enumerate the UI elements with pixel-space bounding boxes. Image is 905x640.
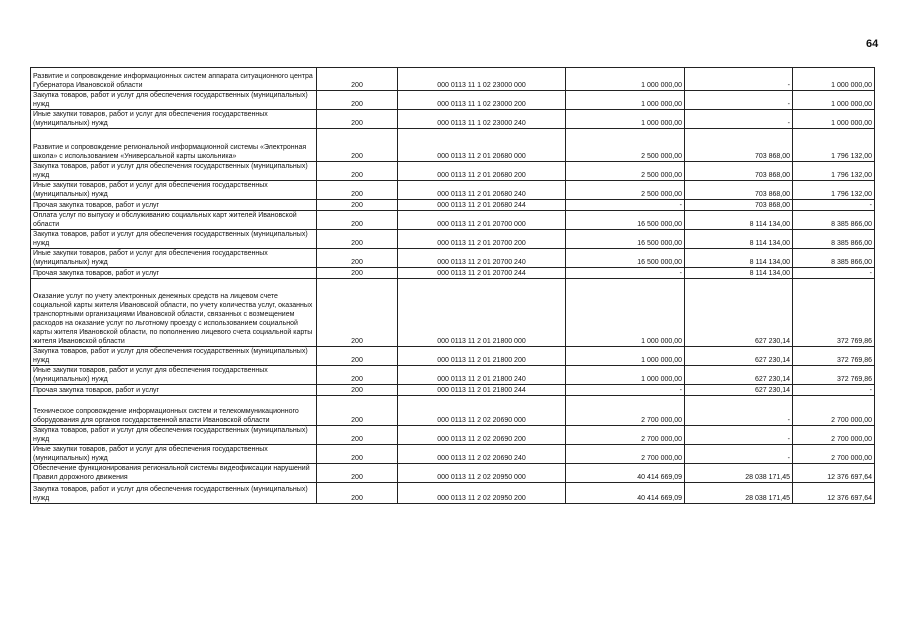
row-name: Закупка товаров, работ и услуг для обеспечения государственных (муниципальных) нужд xyxy=(31,230,317,249)
row-remaining-amount: 1 000 000,00 xyxy=(793,110,875,129)
table-row xyxy=(31,279,875,347)
budget-execution-table xyxy=(30,67,875,504)
row-line-code: 200 xyxy=(317,445,398,464)
row-remaining-amount: 2 700 000,00 xyxy=(793,426,875,445)
row-budget-code: 000 0113 11 2 01 21800 200 xyxy=(398,347,566,366)
row-name: Закупка товаров, работ и услуг для обеспечения государственных (муниципальных) нужд xyxy=(31,347,317,366)
row-budget-code: 000 0113 11 2 01 20680 244 xyxy=(398,200,566,211)
row-name: Иные закупки товаров, работ и услуг для обеспечения государственных (муниципальных) нужд xyxy=(31,445,317,464)
table-row xyxy=(31,91,875,110)
row-budget-code: 000 0113 11 2 01 21800 000 xyxy=(398,279,566,347)
row-planned-amount: 2 500 000,00 xyxy=(566,129,685,162)
row-remaining-amount: 12 376 697,64 xyxy=(793,483,875,504)
table-row xyxy=(31,110,875,129)
row-planned-amount: 2 500 000,00 xyxy=(566,181,685,200)
row-planned-amount: 1 000 000,00 xyxy=(566,279,685,347)
row-executed-amount: 28 038 171,45 xyxy=(685,464,793,483)
row-line-code: 200 xyxy=(317,68,398,91)
row-executed-amount: - xyxy=(685,110,793,129)
row-budget-code: 000 0113 11 2 01 20680 240 xyxy=(398,181,566,200)
row-line-code: 200 xyxy=(317,249,398,268)
row-name: Прочая закупка товаров, работ и услуг xyxy=(31,268,317,279)
row-budget-code: 000 0113 11 2 02 20690 240 xyxy=(398,445,566,464)
row-remaining-amount: 8 385 866,00 xyxy=(793,249,875,268)
row-budget-code: 000 0113 11 2 01 20700 244 xyxy=(398,268,566,279)
row-name: Закупка товаров, работ и услуг для обеспечения государственных (муниципальных) нужд xyxy=(31,162,317,181)
row-name: Закупка товаров, работ и услуг для обеспечения государственных (муниципальных) нужд xyxy=(31,483,317,504)
row-budget-code: 000 0113 11 2 02 20690 000 xyxy=(398,396,566,426)
row-planned-amount: - xyxy=(566,200,685,211)
row-name: Развитие и сопровождение информационных систем аппарата ситуационного центра Губернатора Ивановской области xyxy=(31,68,317,91)
row-name: Прочая закупка товаров, работ и услуг xyxy=(31,200,317,211)
row-line-code: 200 xyxy=(317,211,398,230)
row-planned-amount: 2 700 000,00 xyxy=(566,445,685,464)
row-line-code: 200 xyxy=(317,230,398,249)
table-row xyxy=(31,200,875,211)
row-planned-amount: 2 500 000,00 xyxy=(566,162,685,181)
row-remaining-amount: 12 376 697,64 xyxy=(793,464,875,483)
row-budget-code: 000 0113 11 2 01 21800 240 xyxy=(398,366,566,385)
row-line-code: 200 xyxy=(317,268,398,279)
row-budget-code: 000 0113 11 1 02 23000 200 xyxy=(398,91,566,110)
row-name: Развитие и сопровождение региональной информационной системы «Электронная школа» с использованием «Универсальной карты школьника» xyxy=(31,129,317,162)
row-line-code: 200 xyxy=(317,366,398,385)
row-line-code: 200 xyxy=(317,181,398,200)
row-executed-amount: - xyxy=(685,426,793,445)
row-remaining-amount: 372 769,86 xyxy=(793,279,875,347)
row-planned-amount: 40 414 669,09 xyxy=(566,464,685,483)
page-number: 64 xyxy=(866,38,879,50)
row-planned-amount: - xyxy=(566,385,685,396)
row-executed-amount: 627 230,14 xyxy=(685,366,793,385)
row-remaining-amount: 1 000 000,00 xyxy=(793,91,875,110)
table-row xyxy=(31,268,875,279)
row-remaining-amount: 8 385 866,00 xyxy=(793,211,875,230)
row-line-code: 200 xyxy=(317,279,398,347)
row-line-code: 200 xyxy=(317,347,398,366)
row-name: Техническое сопровождение информационных систем и телекоммуникационного оборудования для органов государственной власти Ивановской области xyxy=(31,396,317,426)
row-budget-code: 000 0113 11 1 02 23000 240 xyxy=(398,110,566,129)
table-row xyxy=(31,445,875,464)
row-line-code: 200 xyxy=(317,385,398,396)
row-line-code: 200 xyxy=(317,483,398,504)
row-remaining-amount: 1 000 000,00 xyxy=(793,68,875,91)
row-remaining-amount: 2 700 000,00 xyxy=(793,445,875,464)
table-row xyxy=(31,426,875,445)
row-planned-amount: 16 500 000,00 xyxy=(566,249,685,268)
row-executed-amount: - xyxy=(685,445,793,464)
row-line-code: 200 xyxy=(317,162,398,181)
row-remaining-amount: 1 796 132,00 xyxy=(793,129,875,162)
table-row xyxy=(31,464,875,483)
row-remaining-amount: 1 796 132,00 xyxy=(793,162,875,181)
row-executed-amount: - xyxy=(685,91,793,110)
row-budget-code: 000 0113 11 2 01 21800 244 xyxy=(398,385,566,396)
row-line-code: 200 xyxy=(317,464,398,483)
row-remaining-amount: - xyxy=(793,385,875,396)
row-line-code: 200 xyxy=(317,129,398,162)
row-remaining-amount: 1 796 132,00 xyxy=(793,181,875,200)
row-budget-code: 000 0113 11 2 02 20950 200 xyxy=(398,483,566,504)
row-budget-code: 000 0113 11 2 01 20680 200 xyxy=(398,162,566,181)
row-name: Иные закупки товаров, работ и услуг для обеспечения государственных (муниципальных) нужд xyxy=(31,181,317,200)
row-remaining-amount: 2 700 000,00 xyxy=(793,396,875,426)
row-name: Обеспечение функционирования региональной системы видеофиксации нарушений Правил дорожного движения xyxy=(31,464,317,483)
row-planned-amount: 1 000 000,00 xyxy=(566,110,685,129)
table-row xyxy=(31,129,875,162)
row-name: Прочая закупка товаров, работ и услуг xyxy=(31,385,317,396)
row-name: Оказание услуг по учету электронных денежных средств на лицевом счете социальной карты жителя Ивановской области, по учету количества услуг, оказанных транспортными организациями Ивановской области, связанных с возмещением расходов на оказание услуг по льготному проезду с использованием социальной карты жителя Ивановской области, по пополнению лицевого счета социальной карты жителя Ивановской области xyxy=(31,279,317,347)
row-executed-amount: 28 038 171,45 xyxy=(685,483,793,504)
row-executed-amount: - xyxy=(685,68,793,91)
row-remaining-amount: - xyxy=(793,200,875,211)
row-line-code: 200 xyxy=(317,396,398,426)
table-row xyxy=(31,347,875,366)
row-name: Иные закупки товаров, работ и услуг для обеспечения государственных (муниципальных) нужд xyxy=(31,366,317,385)
row-planned-amount: 40 414 669,09 xyxy=(566,483,685,504)
row-line-code: 200 xyxy=(317,200,398,211)
row-planned-amount: 1 000 000,00 xyxy=(566,347,685,366)
table-row xyxy=(31,483,875,504)
row-line-code: 200 xyxy=(317,91,398,110)
row-executed-amount: 8 114 134,00 xyxy=(685,268,793,279)
row-planned-amount: - xyxy=(566,268,685,279)
table-row xyxy=(31,249,875,268)
table-row xyxy=(31,181,875,200)
table-row xyxy=(31,162,875,181)
row-name: Иные закупки товаров, работ и услуг для обеспечения государственных (муниципальных) нужд xyxy=(31,249,317,268)
row-budget-code: 000 0113 11 2 02 20950 000 xyxy=(398,464,566,483)
row-planned-amount: 2 700 000,00 xyxy=(566,396,685,426)
row-budget-code: 000 0113 11 2 01 20700 000 xyxy=(398,211,566,230)
table-row xyxy=(31,211,875,230)
row-line-code: 200 xyxy=(317,426,398,445)
row-line-code: 200 xyxy=(317,110,398,129)
row-name: Закупка товаров, работ и услуг для обеспечения государственных (муниципальных) нужд xyxy=(31,91,317,110)
table-body xyxy=(31,68,875,504)
row-planned-amount: 1 000 000,00 xyxy=(566,366,685,385)
row-name: Закупка товаров, работ и услуг для обеспечения государственных (муниципальных) нужд xyxy=(31,426,317,445)
row-remaining-amount: 8 385 866,00 xyxy=(793,230,875,249)
row-budget-code: 000 0113 11 2 02 20690 200 xyxy=(398,426,566,445)
table-row xyxy=(31,68,875,91)
row-planned-amount: 1 000 000,00 xyxy=(566,68,685,91)
table-row xyxy=(31,396,875,426)
row-executed-amount: 703 868,00 xyxy=(685,162,793,181)
row-planned-amount: 1 000 000,00 xyxy=(566,91,685,110)
row-planned-amount: 2 700 000,00 xyxy=(566,426,685,445)
table-row xyxy=(31,366,875,385)
row-remaining-amount: 372 769,86 xyxy=(793,366,875,385)
row-remaining-amount: - xyxy=(793,268,875,279)
row-executed-amount: 627 230,14 xyxy=(685,385,793,396)
row-budget-code: 000 0113 11 2 01 20700 200 xyxy=(398,230,566,249)
row-budget-code: 000 0113 11 1 02 23000 000 xyxy=(398,68,566,91)
row-remaining-amount: 372 769,86 xyxy=(793,347,875,366)
row-executed-amount: 703 868,00 xyxy=(685,129,793,162)
row-name: Иные закупки товаров, работ и услуг для обеспечения государственных (муниципальных) нужд xyxy=(31,110,317,129)
table-row xyxy=(31,385,875,396)
row-executed-amount: 627 230,14 xyxy=(685,347,793,366)
row-executed-amount: 703 868,00 xyxy=(685,181,793,200)
row-executed-amount: 627 230,14 xyxy=(685,279,793,347)
row-executed-amount: 8 114 134,00 xyxy=(685,249,793,268)
table-row xyxy=(31,230,875,249)
row-planned-amount: 16 500 000,00 xyxy=(566,230,685,249)
row-planned-amount: 16 500 000,00 xyxy=(566,211,685,230)
row-executed-amount: 703 868,00 xyxy=(685,200,793,211)
row-budget-code: 000 0113 11 2 01 20680 000 xyxy=(398,129,566,162)
row-name: Оплата услуг по выпуску и обслуживанию социальных карт жителей Ивановской области xyxy=(31,211,317,230)
row-executed-amount: 8 114 134,00 xyxy=(685,230,793,249)
row-budget-code: 000 0113 11 2 01 20700 240 xyxy=(398,249,566,268)
row-executed-amount: 8 114 134,00 xyxy=(685,211,793,230)
row-executed-amount: - xyxy=(685,396,793,426)
